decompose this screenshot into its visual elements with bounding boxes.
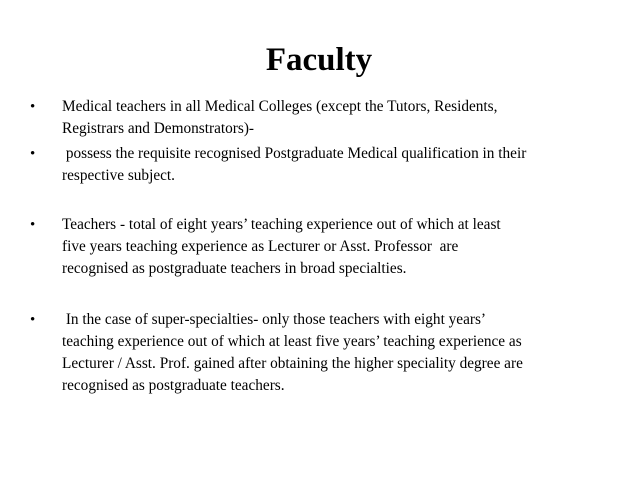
- bullet-text-line: Teachers - total of eight years’ teaching experience out of which at least: [62, 216, 501, 233]
- bullet-text-line: recognised as postgraduate teachers.: [62, 377, 285, 394]
- bullet-text-line: teaching experience out of which at least five years’ teaching experience as: [62, 333, 522, 350]
- bullet-text-line: Medical teachers in all Medical Colleges (except the Tutors, Residents,: [62, 98, 498, 115]
- bullet-text-line: respective subject.: [62, 167, 175, 184]
- bullet-text-line: possess the requisite recognised Postgraduate Medical qualification in their: [62, 145, 527, 162]
- bullet-text-line: In the case of super-specialties- only those teachers with eight years’: [62, 311, 487, 328]
- bullet-icon: •: [30, 99, 36, 115]
- bullet-text-line: recognised as postgraduate teachers in broad specialties.: [62, 260, 407, 277]
- bullet-icon: •: [30, 217, 36, 233]
- slide-title: Faculty: [265, 42, 373, 78]
- bullet-icon: •: [30, 312, 36, 328]
- bullet-text-line: five years teaching experience as Lecturer or Asst. Professor are: [62, 238, 459, 255]
- bullet-icon: •: [30, 146, 36, 162]
- bullet-item-1: [30, 96, 610, 140]
- bullet-item-4: [30, 309, 610, 397]
- bullet-text-line: Lecturer / Asst. Prof. gained after obtaining the higher speciality degree are: [62, 355, 523, 372]
- bullet-item-2: [30, 143, 610, 187]
- bullet-item-3: [30, 214, 610, 280]
- bullet-text-line: Registrars and Demonstrators)-: [62, 120, 255, 137]
